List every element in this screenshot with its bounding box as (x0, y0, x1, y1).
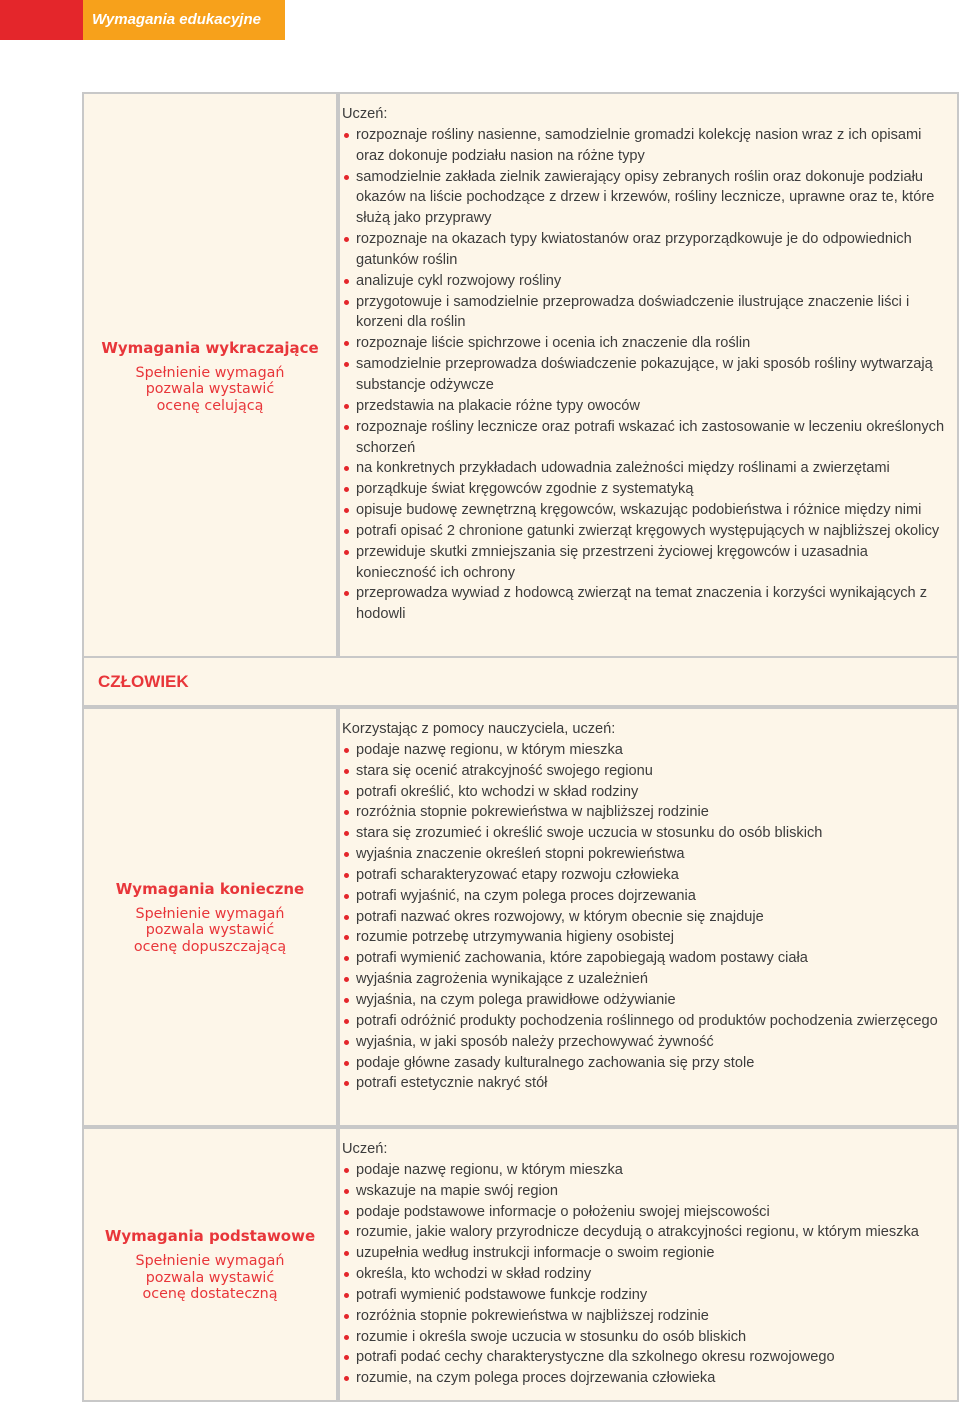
requirement-item: przewiduje skutki zmniejszania się przestrzeni życiowej kręgowców i uzasadnia konieczność ich ochrony (342, 542, 951, 584)
requirement-item: porządkuje świat kręgowców zgodnie z systematyką (342, 479, 951, 500)
requirements-intro: Uczeń: (342, 106, 388, 122)
level-description: Spełnienie wymagań pozwala wystawić ocenę celującą (135, 364, 285, 414)
requirement-item: potrafi podać cechy charakterystyczne dla szkolnego okresu rozwojowego (342, 1347, 951, 1368)
requirements-row (84, 94, 957, 658)
requirement-item: przedstawia na plakacie różne typy owoców (342, 396, 951, 417)
level-title: Wymagania wykraczające (101, 338, 319, 357)
requirement-item: podaje główne zasady kulturalnego zachowania się przy stole (342, 1053, 951, 1074)
requirement-item: potrafi wyjaśnić, na czym polega proces dojrzewania (342, 886, 951, 907)
requirement-item: analizuje cykl rozwojowy rośliny (342, 271, 951, 292)
requirement-item: rozróżnia stopnie pokrewieństwa w najbliższej rodzinie (342, 1306, 951, 1327)
requirements-cell (340, 94, 957, 658)
requirement-item: rozróżnia stopnie pokrewieństwa w najbliższej rodzinie (342, 802, 951, 823)
requirement-item: przygotowuje i samodzielnie przeprowadza doświadczenie ilustrujące znaczenie liści i korzeni dla roślin (342, 292, 951, 334)
level-description: Spełnienie wymagań pozwala wystawić ocenę dopuszczającą (133, 905, 287, 955)
requirement-item: rozumie, na czym polega proces dojrzewania człowieka (342, 1368, 951, 1389)
section-row (84, 658, 957, 705)
requirement-item: potrafi estetycznie nakryć stół (342, 1073, 951, 1094)
requirements-cell (340, 1129, 957, 1400)
level-cell (84, 94, 336, 658)
requirement-item: wyjaśnia znaczenie określeń stopni pokrewieństwa (342, 844, 951, 865)
requirement-item: podaje podstawowe informacje o położeniu swojej miejscowości (342, 1202, 951, 1223)
requirements-row (84, 1129, 957, 1400)
requirement-item: rozpoznaje liście spichrzowe i ocenia ich znaczenie dla roślin (342, 333, 951, 354)
requirements-cell (340, 709, 957, 1125)
requirement-item: potrafi wymienić zachowania, które zapobiegają wadom postawy ciała (342, 948, 951, 969)
requirement-item: potrafi odróżnić produkty pochodzenia roślinnego od produktów pochodzenia zwierzęcego (342, 1011, 951, 1032)
requirements-list (342, 740, 951, 1094)
requirements-intro: Korzystając z pomocy nauczyciela, uczeń: (342, 721, 616, 737)
section-title: CZŁOWIEK (98, 672, 189, 691)
level-description: Spełnienie wymagań pozwala wystawić ocenę dostateczną (135, 1253, 285, 1303)
requirement-item: wyjaśnia zagrożenia wynikające z uzależnień (342, 969, 951, 990)
requirement-item: określa, kto wchodzi w skład rodziny (342, 1264, 951, 1285)
header-tab: Wymagania edukacyjne (83, 0, 285, 40)
requirement-item: samodzielnie przeprowadza doświadczenie pokazujące, w jaki sposób rośliny wytwarzają substancje odżywcze (342, 354, 951, 396)
requirement-item: rozpoznaje na okazach typy kwiatostanów oraz przyporządkowuje je do odpowiednich gatunków roślin (342, 229, 951, 271)
requirement-item: potrafi opisać 2 chronione gatunki zwierząt kręgowych występujących w najbliższej okolicy (342, 521, 951, 542)
requirement-item: rozumie potrzebę utrzymywania higieny osobistej (342, 927, 951, 948)
requirement-item: rozumie, jakie walory przyrodnicze decydują o atrakcyjności regionu, w którym mieszka (342, 1222, 951, 1243)
requirement-item: uzupełnia według instrukcji informacje o swoim regionie (342, 1243, 951, 1264)
requirements-intro: Uczeń: (342, 1141, 388, 1157)
requirement-item: na konkretnych przykładach udowadnia zależności między roślinami a zwierzętami (342, 458, 951, 479)
level-title: Wymagania konieczne (115, 879, 305, 898)
requirement-item: potrafi scharakteryzować etapy rozwoju człowieka (342, 865, 951, 886)
requirement-item: potrafi określić, kto wchodzi w skład rodziny (342, 782, 951, 803)
requirement-item: opisuje budowę zewnętrzną kręgowców, wskazując podobieństwa i różnice między nimi (342, 500, 951, 521)
requirement-item: stara się ocenić atrakcyjność swojego regionu (342, 761, 951, 782)
requirement-item: rozpoznaje rośliny lecznicze oraz potrafi wskazać ich zastosowanie w leczeniu określonych schorzeń (342, 417, 951, 459)
header-red-block (0, 0, 83, 40)
requirement-item: stara się zrozumieć i określić swoje uczucia w stosunku do osób bliskich (342, 823, 951, 844)
requirement-item: rozpoznaje rośliny nasienne, samodzielnie gromadzi kolekcję nasion wraz z ich opisami oraz dokonuje podziału nasion na różne typy (342, 125, 951, 167)
requirement-item: samodzielnie zakłada zielnik zawierający opisy zebranych roślin oraz dokonuje podziału okazów na liście pochodzące z drzew i krzewów, rośliny lecznicze, uprawne oraz te, które służą jako przyprawy (342, 167, 951, 230)
requirements-row (84, 709, 957, 1125)
requirement-item: rozumie i określa swoje uczucia w stosunku do osób bliskich (342, 1327, 951, 1348)
level-title: Wymagania podstawowe (104, 1227, 316, 1246)
requirements-list (342, 125, 951, 625)
requirement-item: podaje nazwę regionu, w którym mieszka (342, 740, 951, 761)
requirements-list (342, 1160, 951, 1389)
requirement-item: potrafi wymienić podstawowe funkcje rodziny (342, 1285, 951, 1306)
level-cell (84, 1129, 336, 1400)
requirement-item: wyjaśnia, w jaki sposób należy przechowywać żywność (342, 1032, 951, 1053)
requirement-item: wskazuje na mapie swój region (342, 1181, 951, 1202)
level-cell (84, 709, 336, 1125)
requirement-item: przeprowadza wywiad z hodowcą zwierząt na temat znaczenia i korzyści wynikających z hodowli (342, 583, 951, 625)
header-bar (0, 0, 960, 40)
requirement-item: potrafi nazwać okres rozwojowy, w którym obecnie się znajduje (342, 907, 951, 928)
requirement-item: podaje nazwę regionu, w którym mieszka (342, 1160, 951, 1181)
requirement-item: wyjaśnia, na czym polega prawidłowe odżywianie (342, 990, 951, 1011)
